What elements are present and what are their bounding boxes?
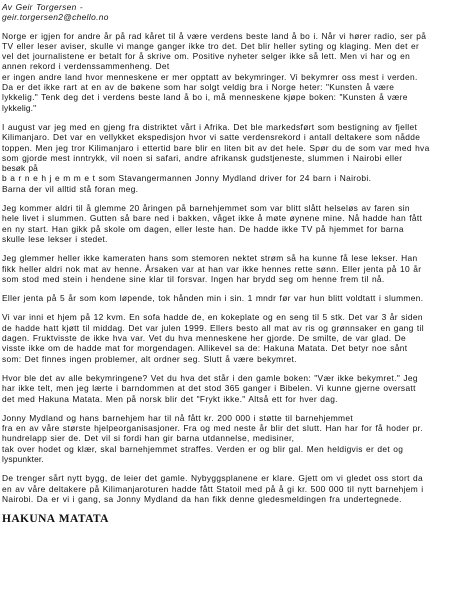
paragraph-line: Hvor ble det av alle bekymringene? Vet du hva det står i den gamle boken: "Vær ikke bekymret." Jeg (2, 372, 418, 383)
paragraph-line: en ny start. Han gikk på skole om dagen, eller leste han. De hadde ikke TV på hjemmet for barna (2, 223, 404, 234)
article-paragraph (2, 413, 454, 464)
byline (2, 2, 454, 23)
article-paragraph (2, 122, 454, 194)
paragraph-line: fra en av våre største hjelpeorganisasjoner. Fra og med neste år blir det slutt. Han har for få hoder pr. (2, 423, 423, 434)
paragraph-line: I august var jeg med en gjeng fra distriktet vårt i Afrika. Det ble markedsført som bestigning av fjellet (2, 121, 418, 132)
article-paragraph (2, 203, 454, 244)
paragraph-line: visste ikke om de hadde mat for morgendagen. Allikevel sa de: Hakuna Matata. Det betyr noe sånt (2, 343, 408, 354)
author-name: Av Geir Torgersen - (2, 2, 84, 12)
article-paragraph (2, 312, 454, 363)
paragraph-line: Jonny Mydland og hans barnehjem har til nå fått kr. 200 000 i støtte til barnehjemmet (2, 412, 353, 423)
paragraph-line: har ikke telt, men jeg lærte i barndommen at det stod 365 ganger i Bibelen. Vi kunne gjerne oversatt (2, 383, 416, 394)
paragraph-line: som stod med stein i hendene sine klar til forsvar. Ingen har brydd seg om henne frem til nå. (2, 273, 385, 284)
paragraph-line: Jeg glemmer heller ikke kameraten hans som stemoren nektet strøm så ha kunne få lese lekser. Han (2, 253, 418, 264)
article-paragraph (2, 253, 454, 284)
paragraph-line: som: Det finnes ingen problemer, alt ordner seg. Slutt å være bekymret. (2, 353, 297, 364)
paragraph-line: TV eller leser aviser, skulle vi mange ganger ikke tro det. Det blir heller syting og klaging. Men det er (2, 40, 420, 51)
paragraph-line: annen rekord i verdenssammenheng. Det (2, 61, 170, 72)
paragraph-line: hele livet i slummen. Gutten så bare ned i bakken, våget ikke å møte øynene mine. Nå hadde han fått (2, 213, 423, 224)
paragraph-line: besøk på (2, 163, 38, 174)
paragraph-line: De trenger sårt nytt bygg, de leier det gamle. Nybyggsplanene er klare. Gjett om vi gledet oss stort da (2, 473, 423, 484)
paragraph-line: fikk heller aldri nok mat av henne. Årsaken var at han var ikke hennes rette sønn. Eller jenta på 10 år (2, 263, 422, 274)
article-paragraph (2, 31, 454, 113)
paragraph-line: Eller jenta på 5 år som kom løpende, tok hånden min i sin. 1 mndr før var hun blitt voldtatt i slummen. (2, 293, 424, 304)
paragraph-line: vel det journalistene er betalt for å skrive om. Positive nyheter selger ikke så lett. Men vi har og en (2, 51, 411, 62)
paragraph-line: Kilimanjaro. Det var en vellykket ekspedisjon hvor vi satte verdensrekord i antall deltakere som nådde (2, 132, 421, 143)
article-paragraph (2, 293, 454, 303)
author-email: geir.torgersen2@chello.no (2, 12, 109, 23)
paragraph-line: er ingen andre land hvor menneskene er mer opptatt av bekymringer. Vi bekymrer oss mest i verden. (2, 71, 418, 82)
paragraph-line: Da er det ikke rart at en av de bøkene som har solgt veldig bra i Norge heter: "Kunsten å være (2, 82, 395, 93)
paragraph-line: det med Hakuna Matata. Men på norsk blir det "Frykt ikke." Altså ett for hver dag. (2, 393, 338, 404)
paragraph-line: Norge er igjen for andre år på rad kåret til å være verdens beste land å bo i. Når vi hører radio, ser på (2, 30, 427, 41)
article-body (2, 31, 454, 505)
paragraph-line: som gjorde mest inntrykk, vil noen si safari, andre afrikansk gudstjeneste, slummen i Nairobi eller (2, 152, 403, 163)
paragraph-line: Nairobi. Da er vi i gang, sa Jonny Mydland da han fikk denne gledesmeldingen fra undertegnede. (2, 493, 402, 504)
paragraph-line: de hadde hatt kjøtt til middag. Det var julen 1999. Ellers besto all mat av ris og grønnsaker en gang til (2, 322, 424, 333)
paragraph-line: b a r n e h j e m m e t som Stavangermannen Jonny Mydland driver for 24 barn i Nairobi. (2, 173, 372, 184)
headline: HAKUNA MATATA (2, 513, 109, 526)
paragraph-line: lykkelig." Tenk deg det i verdens beste land å bo i, må menneskene kjøpe boken: "Kunsten å være (2, 92, 408, 103)
article-paragraph (2, 373, 454, 404)
article-paragraph (2, 473, 454, 504)
paragraph-line: Vi var inni et hjem på 12 kvm. En sofa hadde de, en kokeplate og en seng til 5 stk. Det var 3 år siden (2, 312, 423, 323)
paragraph-line: hundrelapp sier de. Det vil si fordi han gir barna utdannelse, medisiner, (2, 433, 295, 444)
paragraph-line: Jeg kommer aldri til å glemme 20 åringen på barnehjemmet som var blitt slått helseløs av faren sin (2, 203, 410, 214)
paragraph-line: tak over hodet og klær, skal barnehjemmet straffes. Verden er og blir gal. Men heldigvis er det og (2, 443, 404, 454)
paragraph-line: lyspunkter. (2, 453, 44, 464)
paragraph-line: dagen. Fruktvisste de ikke hva var. Vet du hva menneskene her gjorde. De smilte, de var glad. De (2, 333, 406, 344)
paragraph-line: toppen. Men jeg tror Kilimanjaro i ettertid bare blir en liten bit av det hele. Spør du de som var med hva (2, 142, 430, 153)
paragraph-line: skulle lese lekser i stedet. (2, 233, 108, 244)
paragraph-line: lykkelig." (2, 102, 37, 113)
paragraph-line: en av våre deltakere på Kilimanjaroturen hadde fått Statoil med på å gi kr. 500 000 til nytt barnehjem i (2, 483, 424, 494)
paragraph-line: Barna der vil alltid stå foran meg. (2, 183, 139, 194)
